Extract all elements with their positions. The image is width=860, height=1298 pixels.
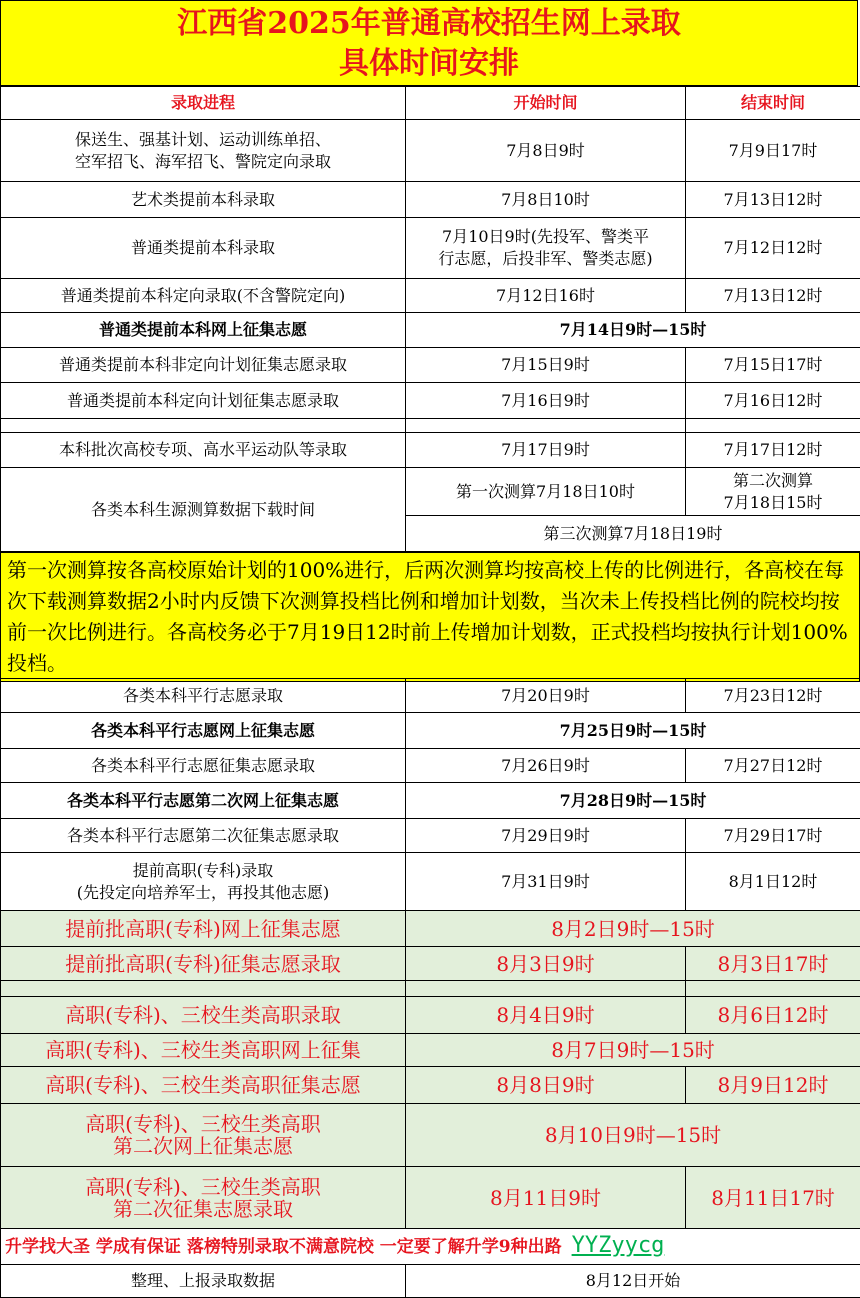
promo-text: 升学找大圣 学成有保证 落榜特别录取不满意院校 一定要了解升学9种出路 <box>5 1237 562 1257</box>
schedule-table-footer <box>0 1228 860 1298</box>
table-row <box>1 433 860 468</box>
process-cell: 普通类提前本科录取 <box>1 218 406 279</box>
page-title <box>0 0 858 86</box>
table-row <box>1 313 860 348</box>
start-cell: 8月3日9时 <box>406 947 686 981</box>
process-cell: 提前批高职(专科)征集志愿录取 <box>1 947 406 981</box>
table-row <box>1 853 860 911</box>
table-header-row <box>1 87 860 120</box>
process-cell: 高职(专科)、三校生类高职 第二次征集志愿录取 <box>1 1167 406 1229</box>
process-cell: 整理、上报录取数据 <box>1 1265 406 1298</box>
process-cell: 各类本科平行志愿网上征集志愿 <box>1 713 406 749</box>
table-row <box>1 1034 860 1067</box>
table-row <box>1 749 860 783</box>
start-cell: 7月8日9时 <box>406 120 686 182</box>
end-cell: 8月11日17时 <box>686 1167 860 1229</box>
process-cell: 高职(专科)、三校生类高职 第二次网上征集志愿 <box>1 1104 406 1167</box>
promo-row <box>1 1229 860 1265</box>
table-row <box>1 468 860 516</box>
end-cell: 8月9日12时 <box>686 1067 860 1104</box>
note-table <box>0 552 860 682</box>
table-row <box>1 1104 860 1167</box>
table-row <box>1 911 860 947</box>
span-time-cell: 8月12日开始 <box>406 1265 860 1298</box>
start-cell: 第一次测算7月18日10时 <box>406 468 686 516</box>
title-line-2: 具体时间安排 <box>339 46 519 81</box>
process-cell: 普通类提前本科非定向计划征集志愿录取 <box>1 348 406 383</box>
process-cell: 各类本科平行志愿第二次网上征集志愿 <box>1 783 406 819</box>
note-text: 第一次测算按各高校原始计划的100%进行，后两次测算均按高校上传的比例进行，各高校在每次下载测算数据2小时内反馈下次测算投档比例和增加计划数，当次未上传投档比例的院校均按前一次比例进行。各高校务必于7月19日12时前上传增加计划数，正式投档均按执行计划100%投档。 <box>1 553 860 682</box>
process-cell: 各类本科平行志愿征集志愿录取 <box>1 749 406 783</box>
header-start: 开始时间 <box>406 87 686 120</box>
table-row <box>1 1167 860 1229</box>
table-row <box>1 819 860 853</box>
process-cell: 高职(专科)、三校生类高职网上征集 <box>1 1034 406 1067</box>
process-cell: 普通类提前本科网上征集志愿 <box>1 313 406 348</box>
end-cell: 8月6日12时 <box>686 997 860 1034</box>
start-cell: 7月15日9时 <box>406 348 686 383</box>
start-cell: 7月10日9时(先投军、警类平 行志愿，后投非军、警类志愿) <box>406 218 686 279</box>
schedule-table-part2 <box>0 678 860 911</box>
span-time-cell: 8月10日9时—15时 <box>406 1104 860 1167</box>
end-cell: 7月16日12时 <box>686 383 860 419</box>
process-cell: 各类本科生源测算数据下载时间 <box>1 468 406 552</box>
schedule-table-part1 <box>0 86 860 552</box>
table-row <box>1 348 860 383</box>
end-cell: 第二次测算 7月18日15时 <box>686 468 860 516</box>
table-row <box>1 997 860 1034</box>
end-cell: 7月13日12时 <box>686 182 860 218</box>
start-cell: 8月4日9时 <box>406 997 686 1034</box>
span-time-cell: 7月25日9时—15时 <box>406 713 860 749</box>
table-row <box>1 783 860 819</box>
process-cell: 艺术类提前本科录取 <box>1 182 406 218</box>
end-cell: 7月15日17时 <box>686 348 860 383</box>
start-cell: 7月26日9时 <box>406 749 686 783</box>
process-cell: 提前批高职(专科)网上征集志愿 <box>1 911 406 947</box>
header-end: 结束时间 <box>686 87 860 120</box>
end-cell: 8月3日17时 <box>686 947 860 981</box>
span-time-cell: 7月14日9时—15时 <box>406 313 860 348</box>
end-cell: 8月1日12时 <box>686 853 860 911</box>
process-cell: 普通类提前本科定向录取(不含警院定向) <box>1 279 406 313</box>
process-cell: 本科批次高校专项、高水平运动队等录取 <box>1 433 406 468</box>
end-cell: 7月23日12时 <box>686 679 860 713</box>
start-cell: 8月11日9时 <box>406 1167 686 1229</box>
start-cell: 7月17日9时 <box>406 433 686 468</box>
start-cell: 7月12日16时 <box>406 279 686 313</box>
end-cell: 7月13日12时 <box>686 279 860 313</box>
table-row <box>1 679 860 713</box>
table-row <box>1 120 860 182</box>
header-process: 录取进程 <box>1 87 406 120</box>
start-cell: 7月8日10时 <box>406 182 686 218</box>
third-measure-cell: 第三次测算7月18日19时 <box>406 516 860 552</box>
schedule-table-part3 <box>0 910 860 1229</box>
start-cell: 7月31日9时 <box>406 853 686 911</box>
process-cell: 提前高职(专科)录取 (先投定向培养军士，再投其他志愿) <box>1 853 406 911</box>
process-cell: 各类本科平行志愿录取 <box>1 679 406 713</box>
table-row <box>1 218 860 279</box>
spacer-row <box>1 981 860 997</box>
end-cell: 7月29日17时 <box>686 819 860 853</box>
start-cell: 7月20日9时 <box>406 679 686 713</box>
span-time-cell: 8月2日9时—15时 <box>406 911 860 947</box>
table-row <box>1 279 860 313</box>
table-row <box>1 182 860 218</box>
process-cell: 高职(专科)、三校生类高职征集志愿 <box>1 1067 406 1104</box>
span-time-cell: 8月7日9时—15时 <box>406 1034 860 1067</box>
process-cell: 各类本科平行志愿第二次征集志愿录取 <box>1 819 406 853</box>
table-row <box>1 383 860 419</box>
end-cell: 7月27日12时 <box>686 749 860 783</box>
note-row <box>1 553 860 682</box>
watermark: YYZyycg <box>571 1233 665 1258</box>
table-row <box>1 1265 860 1298</box>
start-cell: 7月16日9时 <box>406 383 686 419</box>
process-cell: 普通类提前本科定向计划征集志愿录取 <box>1 383 406 419</box>
spacer-row <box>1 419 860 433</box>
start-cell: 8月8日9时 <box>406 1067 686 1104</box>
process-cell: 高职(专科)、三校生类高职录取 <box>1 997 406 1034</box>
title-line-1: 江西省2025年普通高校招生网上录取 <box>177 6 681 41</box>
table-row <box>1 1067 860 1104</box>
start-cell: 7月29日9时 <box>406 819 686 853</box>
promo-cell <box>1 1229 860 1265</box>
end-cell: 7月9日17时 <box>686 120 860 182</box>
end-cell: 7月12日12时 <box>686 218 860 279</box>
table-row <box>1 947 860 981</box>
process-cell: 保送生、强基计划、运动训练单招、 空军招飞、海军招飞、警院定向录取 <box>1 120 406 182</box>
span-time-cell: 7月28日9时—15时 <box>406 783 860 819</box>
table-row <box>1 713 860 749</box>
end-cell: 7月17日12时 <box>686 433 860 468</box>
